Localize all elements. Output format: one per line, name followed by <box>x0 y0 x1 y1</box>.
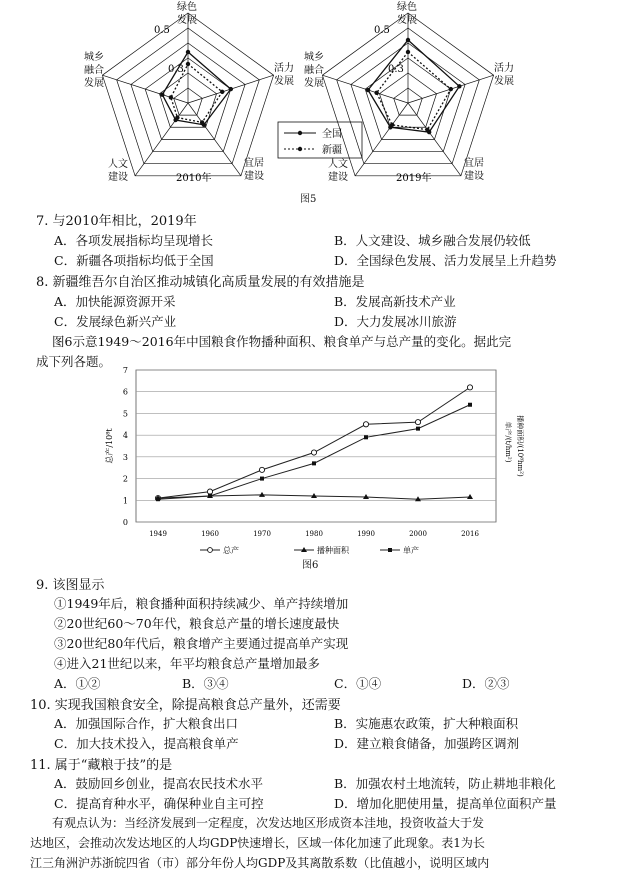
q9-item-4: ④进入21世纪以来，年平均粮食总产量增加最多 <box>54 656 320 671</box>
figure-6-caption: 图6 <box>302 560 319 571</box>
radar-point <box>406 50 410 54</box>
q10-option-c: C．加大技术投入，提高粮食单产 <box>54 736 239 751</box>
radar-axis-label: 发展 <box>304 78 324 89</box>
radar-axis-label: 建设 <box>244 171 264 182</box>
figure-6-line-chart <box>0 358 622 573</box>
legend-marker <box>208 548 213 553</box>
q8-stem: 8. 新疆维吾尔自治区推动城镇化高质量发展的有效措施是 <box>36 275 365 290</box>
point-单产 <box>468 403 472 407</box>
q9-item-1: ①1949年后，粮食播种面积持续减少、单产持续增加 <box>54 596 349 611</box>
radar-2019 <box>304 0 514 184</box>
radar-axis-label: 活力 <box>274 63 294 74</box>
radar-axis-label: 城乡 <box>84 52 104 63</box>
q11-option-c: C．提高育种水平，确保种业自主可控 <box>54 796 264 811</box>
q9-item-3: ③20世纪80年代后，粮食增产主要通过提高单产实现 <box>54 636 349 651</box>
x-tick-label: 1990 <box>357 530 375 538</box>
legend-label: 播种面积 <box>317 546 349 555</box>
radar-axis-label: 人文 <box>328 159 348 170</box>
q10-option-a: A．加强国际合作，扩大粮食出口 <box>54 716 239 731</box>
point-单产 <box>156 497 160 501</box>
point-单产 <box>260 477 264 481</box>
q7-option-b: B．人文建设、城乡融合发展仍较低 <box>334 233 531 248</box>
radar-series-全国 <box>368 40 459 132</box>
radar-point <box>169 95 173 99</box>
point-单产 <box>416 427 420 431</box>
q9-item-2: ②20世纪60～70年代，粮食总产量的增长速度最快 <box>54 616 340 631</box>
point-总产 <box>467 385 472 390</box>
radar-scale-label: 0.5 <box>154 25 170 36</box>
point-单产 <box>312 461 316 465</box>
chart-frame <box>136 370 496 522</box>
x-tick-label: 1960 <box>201 530 219 538</box>
radar-point <box>220 90 224 94</box>
legend-label: 总产 <box>223 546 239 555</box>
q8-option-a: A．加快能源资源开采 <box>54 294 176 309</box>
radar-scale-label: 0.5 <box>374 25 390 36</box>
passage-line3: 江三角洲沪苏浙皖四省（市）部分年份人均GDP及其离散系数（比值越小，说明区域内 <box>30 856 490 870</box>
radar-spoke <box>322 75 408 103</box>
y-axis-label-right-2: 播种面积/(10⁸hm²) <box>516 415 524 477</box>
q9-option-d: D．②③ <box>462 676 510 691</box>
q9-stem: 9. 该图显示 <box>36 578 105 593</box>
radar-point <box>406 38 410 42</box>
radar-axis-label: 融合 <box>304 65 324 76</box>
x-tick-label: 1970 <box>253 530 271 538</box>
y-tick-label: 3 <box>122 452 128 462</box>
legend-marker <box>388 548 392 552</box>
radar-scale-label: 0.3 <box>388 64 404 75</box>
legend-marker <box>301 547 307 552</box>
y-axis-label-left: 总产/10⁸t <box>105 428 114 464</box>
point-总产 <box>311 450 316 455</box>
radar-point <box>425 127 429 131</box>
figure-6-intro-line2: 成下列各题。 <box>36 354 112 369</box>
radar-axis-label: 绿色 <box>397 2 417 13</box>
radar-point <box>186 62 190 66</box>
radar-axis-label: 建设 <box>464 171 484 182</box>
passage-line1: 有观点认为：当经济发展到一定程度，次发达地区形成资本洼地，投资收益大于发 <box>52 816 485 830</box>
radar-point <box>457 84 461 88</box>
q9-option-a: A．①② <box>54 676 101 691</box>
x-tick-label: 1980 <box>305 530 323 538</box>
radar-point <box>390 123 394 127</box>
radar-axis-label: 发展 <box>397 15 417 26</box>
radar-scale-label: 0.3 <box>168 64 184 75</box>
radar-axis-label: 发展 <box>177 15 197 26</box>
radar-year-label: 2019年 <box>396 173 432 184</box>
point-播种面积 <box>259 492 265 497</box>
series-line-总产 <box>158 387 470 498</box>
radar-axis-label: 人文 <box>108 159 128 170</box>
q8-option-c: C．发展绿色新兴产业 <box>54 314 177 329</box>
point-单产 <box>208 494 212 498</box>
y-tick-label: 1 <box>122 496 128 506</box>
q11-stem: 11. 属于“藏粮于技”的是 <box>30 758 173 773</box>
radar-point <box>449 87 453 91</box>
q8-option-d: D．大力发展冰川旅游 <box>334 314 457 329</box>
radar-axis-label: 发展 <box>84 78 104 89</box>
radar-axis-label: 建设 <box>328 172 348 183</box>
y-tick-label: 5 <box>122 409 128 419</box>
radar-axis-label: 绿色 <box>177 2 197 13</box>
figure-5-caption: 图5 <box>300 194 317 205</box>
q7-option-d: D．全国绿色发展、活力发展呈上升趋势 <box>334 253 557 268</box>
radar-axis-label: 融合 <box>84 65 104 76</box>
y-tick-label: 4 <box>122 431 128 441</box>
x-tick-label: 1949 <box>149 530 167 538</box>
point-播种面积 <box>467 494 473 499</box>
point-总产 <box>415 420 420 425</box>
radar-point <box>186 50 190 54</box>
q10-option-d: D．建立粮食储备，加强跨区调剂 <box>334 736 520 751</box>
radar-legend <box>278 122 362 158</box>
radar-axis-label: 发展 <box>274 76 294 87</box>
radar-axis-label: 建设 <box>108 172 128 183</box>
q9-option-b: B．③④ <box>182 676 229 691</box>
q11-option-b: B．加强农村土地流转，防止耕地非粮化 <box>334 776 556 791</box>
radar-point <box>374 91 378 95</box>
figure-5-radar <box>0 0 622 210</box>
figure-6-intro-line1: 图6示意1949～2016年中国粮食作物播种面积、粮食单产与总产量的变化。据此完 <box>52 334 512 349</box>
radar-point <box>229 87 233 91</box>
radar-axis-label: 活力 <box>494 63 514 74</box>
radar-year-label: 2010年 <box>176 173 212 184</box>
legend-label: 单产 <box>403 546 419 555</box>
q8-option-b: B．发展高新技术产业 <box>334 294 456 309</box>
radar-2010 <box>84 0 294 184</box>
radar-axis-label: 宜居 <box>244 158 264 169</box>
q11-option-d: D．增加化肥使用量，提高单位面积产量 <box>334 796 557 811</box>
radar-point <box>200 120 204 124</box>
radar-axis-label: 城乡 <box>304 52 324 63</box>
q7-stem: 7. 与2010年相比，2019年 <box>36 214 197 229</box>
legend-national: 全国 <box>322 129 342 140</box>
y-tick-label: 7 <box>122 366 128 375</box>
legend-xinjiang: 新疆 <box>322 145 342 156</box>
radar-axis-label: 发展 <box>494 76 514 87</box>
q10-option-b: B．实施惠农政策，扩大种粮面积 <box>334 716 519 731</box>
x-tick-label: 2000 <box>409 530 427 538</box>
passage-line2: 达地区，会推动次发达地区的人均GDP快速增长，区域一体化加速了此现象。表1为长 <box>30 836 485 850</box>
y-axis-label-right-1: 单产/(t/hm²) <box>504 421 512 463</box>
q7-option-a: A．各项发展指标均呈现增长 <box>54 233 214 248</box>
q11-option-a: A．鼓励回乡创业，提高农民技术水平 <box>54 776 264 791</box>
point-总产 <box>259 467 264 472</box>
radar-series-全国 <box>162 52 230 125</box>
y-tick-label: 6 <box>122 387 128 397</box>
x-tick-label: 2016 <box>461 530 479 538</box>
q7-option-c: C．新疆各项指标均低于全国 <box>54 253 214 268</box>
y-tick-label: 0 <box>122 518 128 527</box>
radar-point <box>366 88 370 92</box>
q9-option-c: C．①④ <box>334 676 382 691</box>
y-tick-label: 2 <box>122 474 128 484</box>
point-单产 <box>364 435 368 439</box>
q10-stem: 10. 实现我国粮食安全，除提高粮食总产量外，还需要 <box>30 698 341 713</box>
radar-point <box>160 92 164 96</box>
point-总产 <box>363 422 368 427</box>
radar-axis-label: 宜居 <box>464 158 484 169</box>
radar-point <box>175 115 179 119</box>
